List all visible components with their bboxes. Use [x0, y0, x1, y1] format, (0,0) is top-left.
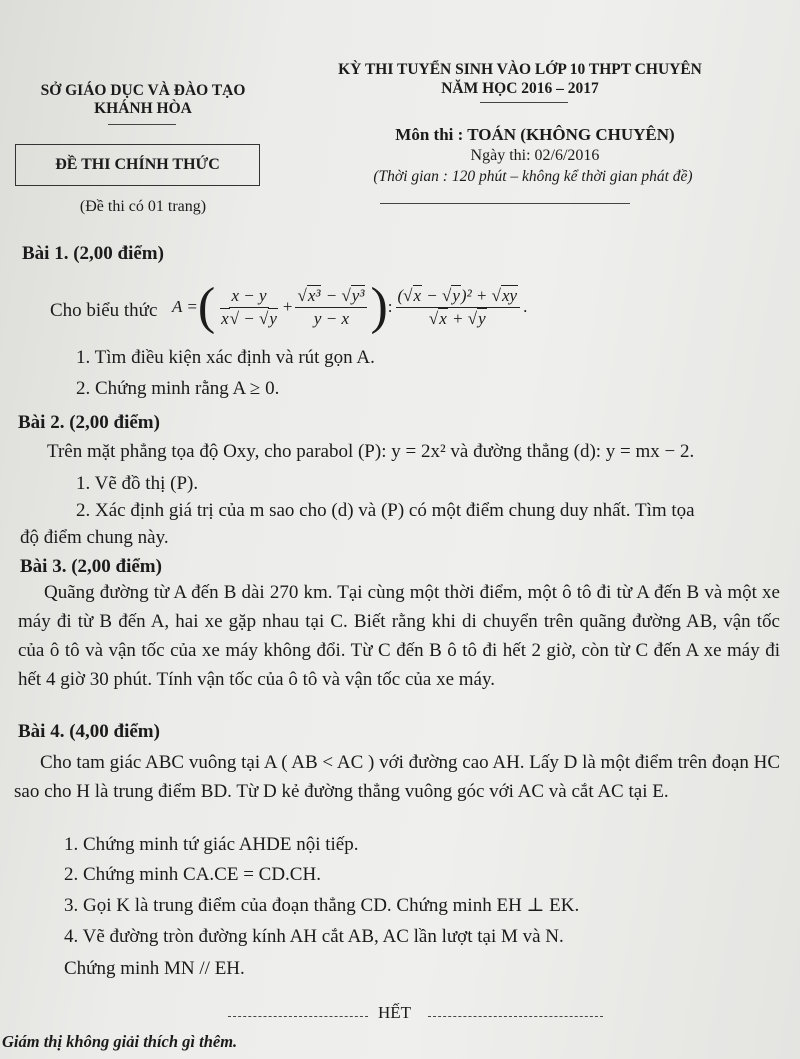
exam-name: KỲ THI TUYỂN SINH VÀO LỚP 10 THPT CHUYÊN — [338, 61, 702, 78]
bai1-intro: Cho biểu thức — [50, 300, 158, 321]
bai1-question-2: 2. Chứng minh rằng A ≥ 0. — [76, 378, 280, 399]
bai2-question-2-cont: độ điểm chung này. — [20, 527, 169, 548]
bai4-text: Cho tam giác ABC vuông tại A ( AB < AC ) với đường cao AH. Lấy D là một điểm trên đoạn HC sao cho H là trung điểm BD. Từ D kẻ đường thẳng vuông góc với AC và cắt AC tại E. — [14, 752, 780, 802]
bai2-intro: Trên mặt phẳng tọa độ Oxy, cho parabol (P): y = 2x² và đường thẳng (d): y = mx − 2. — [47, 441, 695, 462]
department-name: SỞ GIÁO DỤC VÀ ĐÀO TẠO — [40, 82, 246, 99]
official-exam-box — [15, 144, 260, 186]
page-count: (Đề thi có 01 trang) — [79, 198, 207, 215]
subject: Môn thi : TOÁN (KHÔNG CHUYÊN) — [395, 125, 675, 144]
exam-duration: (Thời gian : 120 phút – không kể thời gian phát đề) — [373, 168, 693, 185]
footer-note: Giám thị không giải thích gì thêm. — [2, 1032, 238, 1051]
duration-rule — [380, 203, 630, 204]
bai4-title: Bài 4. (4,00 điểm) — [18, 721, 160, 742]
school-year: NĂM HỌC 2016 – 2017 — [441, 80, 599, 97]
bai1-formula: A = ( $\frac{x - y}{x√ - √y}$ + $\frac{\text{√x³ − √y³}}{y - x}$ ) : $\frac{\text{(√x − √y)² + √xy}}{√x + √y}$ . — [172, 278, 528, 335]
bai4-question-1: 1. Chứng minh tứ giác AHDE nội tiếp. — [64, 834, 359, 855]
bai4-question-4: 4. Vẽ đường tròn đường kính AH cắt AB, AC lần lượt tại M và N. — [64, 926, 564, 947]
bai2-question-2: 2. Xác định giá trị của m sao cho (d) và (P) có một điểm chung duy nhất. Tìm tọa — [76, 500, 695, 521]
exam-date: Ngày thi: 02/6/2016 — [470, 147, 600, 164]
bai3-title: Bài 3. (2,00 điểm) — [20, 556, 162, 577]
bai4-question-3: 3. Gọi K là trung điểm của đoạn thẳng CD. Chứng minh EH ⊥ EK. — [64, 895, 580, 916]
bai4-question-2: 2. Chứng minh CA.CE = CD.CH. — [64, 864, 321, 885]
province-name: KHÁNH HÒA — [94, 100, 192, 117]
bai2-question-1: 1. Vẽ đồ thị (P). — [76, 473, 199, 494]
end-marker: HẾT — [378, 1003, 412, 1022]
bai4-question-4-cont: Chứng minh MN // EH. — [64, 958, 245, 979]
end-rule-left — [228, 1016, 368, 1017]
bai1-title: Bài 1. (2,00 điểm) — [22, 243, 164, 264]
end-rule-right — [428, 1016, 603, 1017]
official-exam-label: ĐỀ THI CHÍNH THỨC — [55, 156, 220, 173]
header-right-rule — [480, 102, 568, 103]
header-left-rule — [108, 124, 176, 125]
bai1-question-1: 1. Tìm điều kiện xác định và rút gọn A. — [76, 347, 375, 368]
bai3-text: Quãng đường từ A đến B dài 270 km. Tại cùng một thời điểm, một ô tô đi từ A đến B và một xe máy đi từ B đến A, hai xe gặp nhau tại C. Biết rằng khi di chuyển trên quãng đường AB, vận tốc của ô tô và vận tốc của xe máy không đổi. Từ C đến B ô tô đi hết 2 giờ, còn từ C đến A xe máy đi hết 4 giờ 30 phút. Tính vận tốc của ô tô và vận tốc của xe máy. — [18, 582, 780, 690]
bai2-title: Bài 2. (2,00 điểm) — [18, 412, 160, 433]
